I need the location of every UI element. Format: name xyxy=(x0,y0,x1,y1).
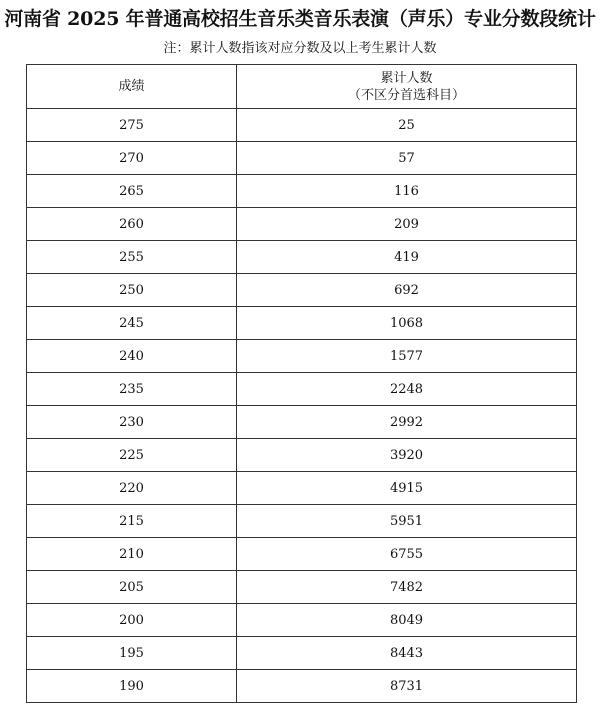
score-distribution-table xyxy=(26,64,577,703)
count-cell: 2992 xyxy=(237,406,577,439)
header-count-line2: （不区分首选科目） xyxy=(347,87,465,103)
count-cell: 8443 xyxy=(237,637,577,670)
score-cell: 215 xyxy=(27,505,237,538)
score-cell: 210 xyxy=(27,538,237,571)
score-cell: 240 xyxy=(27,340,237,373)
table-row xyxy=(27,472,577,505)
count-cell: 1577 xyxy=(237,340,577,373)
count-cell: 57 xyxy=(237,142,577,175)
count-cell: 2248 xyxy=(237,373,577,406)
count-cell: 116 xyxy=(237,175,577,208)
count-cell: 3920 xyxy=(237,439,577,472)
table-row xyxy=(27,241,577,274)
score-cell: 190 xyxy=(27,670,237,703)
table-row xyxy=(27,604,577,637)
table-row xyxy=(27,208,577,241)
score-cell: 265 xyxy=(27,175,237,208)
header-score: 成绩 xyxy=(27,65,237,109)
score-cell: 225 xyxy=(27,439,237,472)
table-note: 注：累计人数指该对应分数及以上考生累计人数 xyxy=(163,41,437,56)
count-cell: 8731 xyxy=(237,670,577,703)
table-row xyxy=(27,373,577,406)
table-row xyxy=(27,670,577,703)
table-row xyxy=(27,340,577,373)
score-cell: 235 xyxy=(27,373,237,406)
score-cell: 200 xyxy=(27,604,237,637)
score-cell: 220 xyxy=(27,472,237,505)
table-header-row xyxy=(27,65,577,109)
table-row xyxy=(27,439,577,472)
score-cell: 230 xyxy=(27,406,237,439)
table-row xyxy=(27,175,577,208)
score-cell: 195 xyxy=(27,637,237,670)
header-cumulative-count xyxy=(237,65,577,109)
table-row xyxy=(27,505,577,538)
table-row xyxy=(27,637,577,670)
count-cell: 692 xyxy=(237,274,577,307)
table-row xyxy=(27,307,577,340)
count-cell: 5951 xyxy=(237,505,577,538)
header-count-line1: 累计人数 xyxy=(380,70,433,86)
score-cell: 250 xyxy=(27,274,237,307)
table-row xyxy=(27,406,577,439)
count-cell: 1068 xyxy=(237,307,577,340)
count-cell: 8049 xyxy=(237,604,577,637)
score-cell: 245 xyxy=(27,307,237,340)
table-row xyxy=(27,571,577,604)
count-cell: 7482 xyxy=(237,571,577,604)
score-cell: 270 xyxy=(27,142,237,175)
score-cell: 205 xyxy=(27,571,237,604)
count-cell: 25 xyxy=(237,109,577,142)
score-cell: 255 xyxy=(27,241,237,274)
score-cell: 275 xyxy=(27,109,237,142)
count-cell: 419 xyxy=(237,241,577,274)
table-row xyxy=(27,274,577,307)
table-row xyxy=(27,109,577,142)
score-cell: 260 xyxy=(27,208,237,241)
count-cell: 209 xyxy=(237,208,577,241)
table-header xyxy=(27,65,577,109)
count-cell: 4915 xyxy=(237,472,577,505)
table-row xyxy=(27,142,577,175)
count-cell: 6755 xyxy=(237,538,577,571)
table-row xyxy=(27,538,577,571)
page-title: 河南省 2025 年普通高校招生音乐类音乐表演（声乐）专业分数段统计 xyxy=(4,8,596,30)
